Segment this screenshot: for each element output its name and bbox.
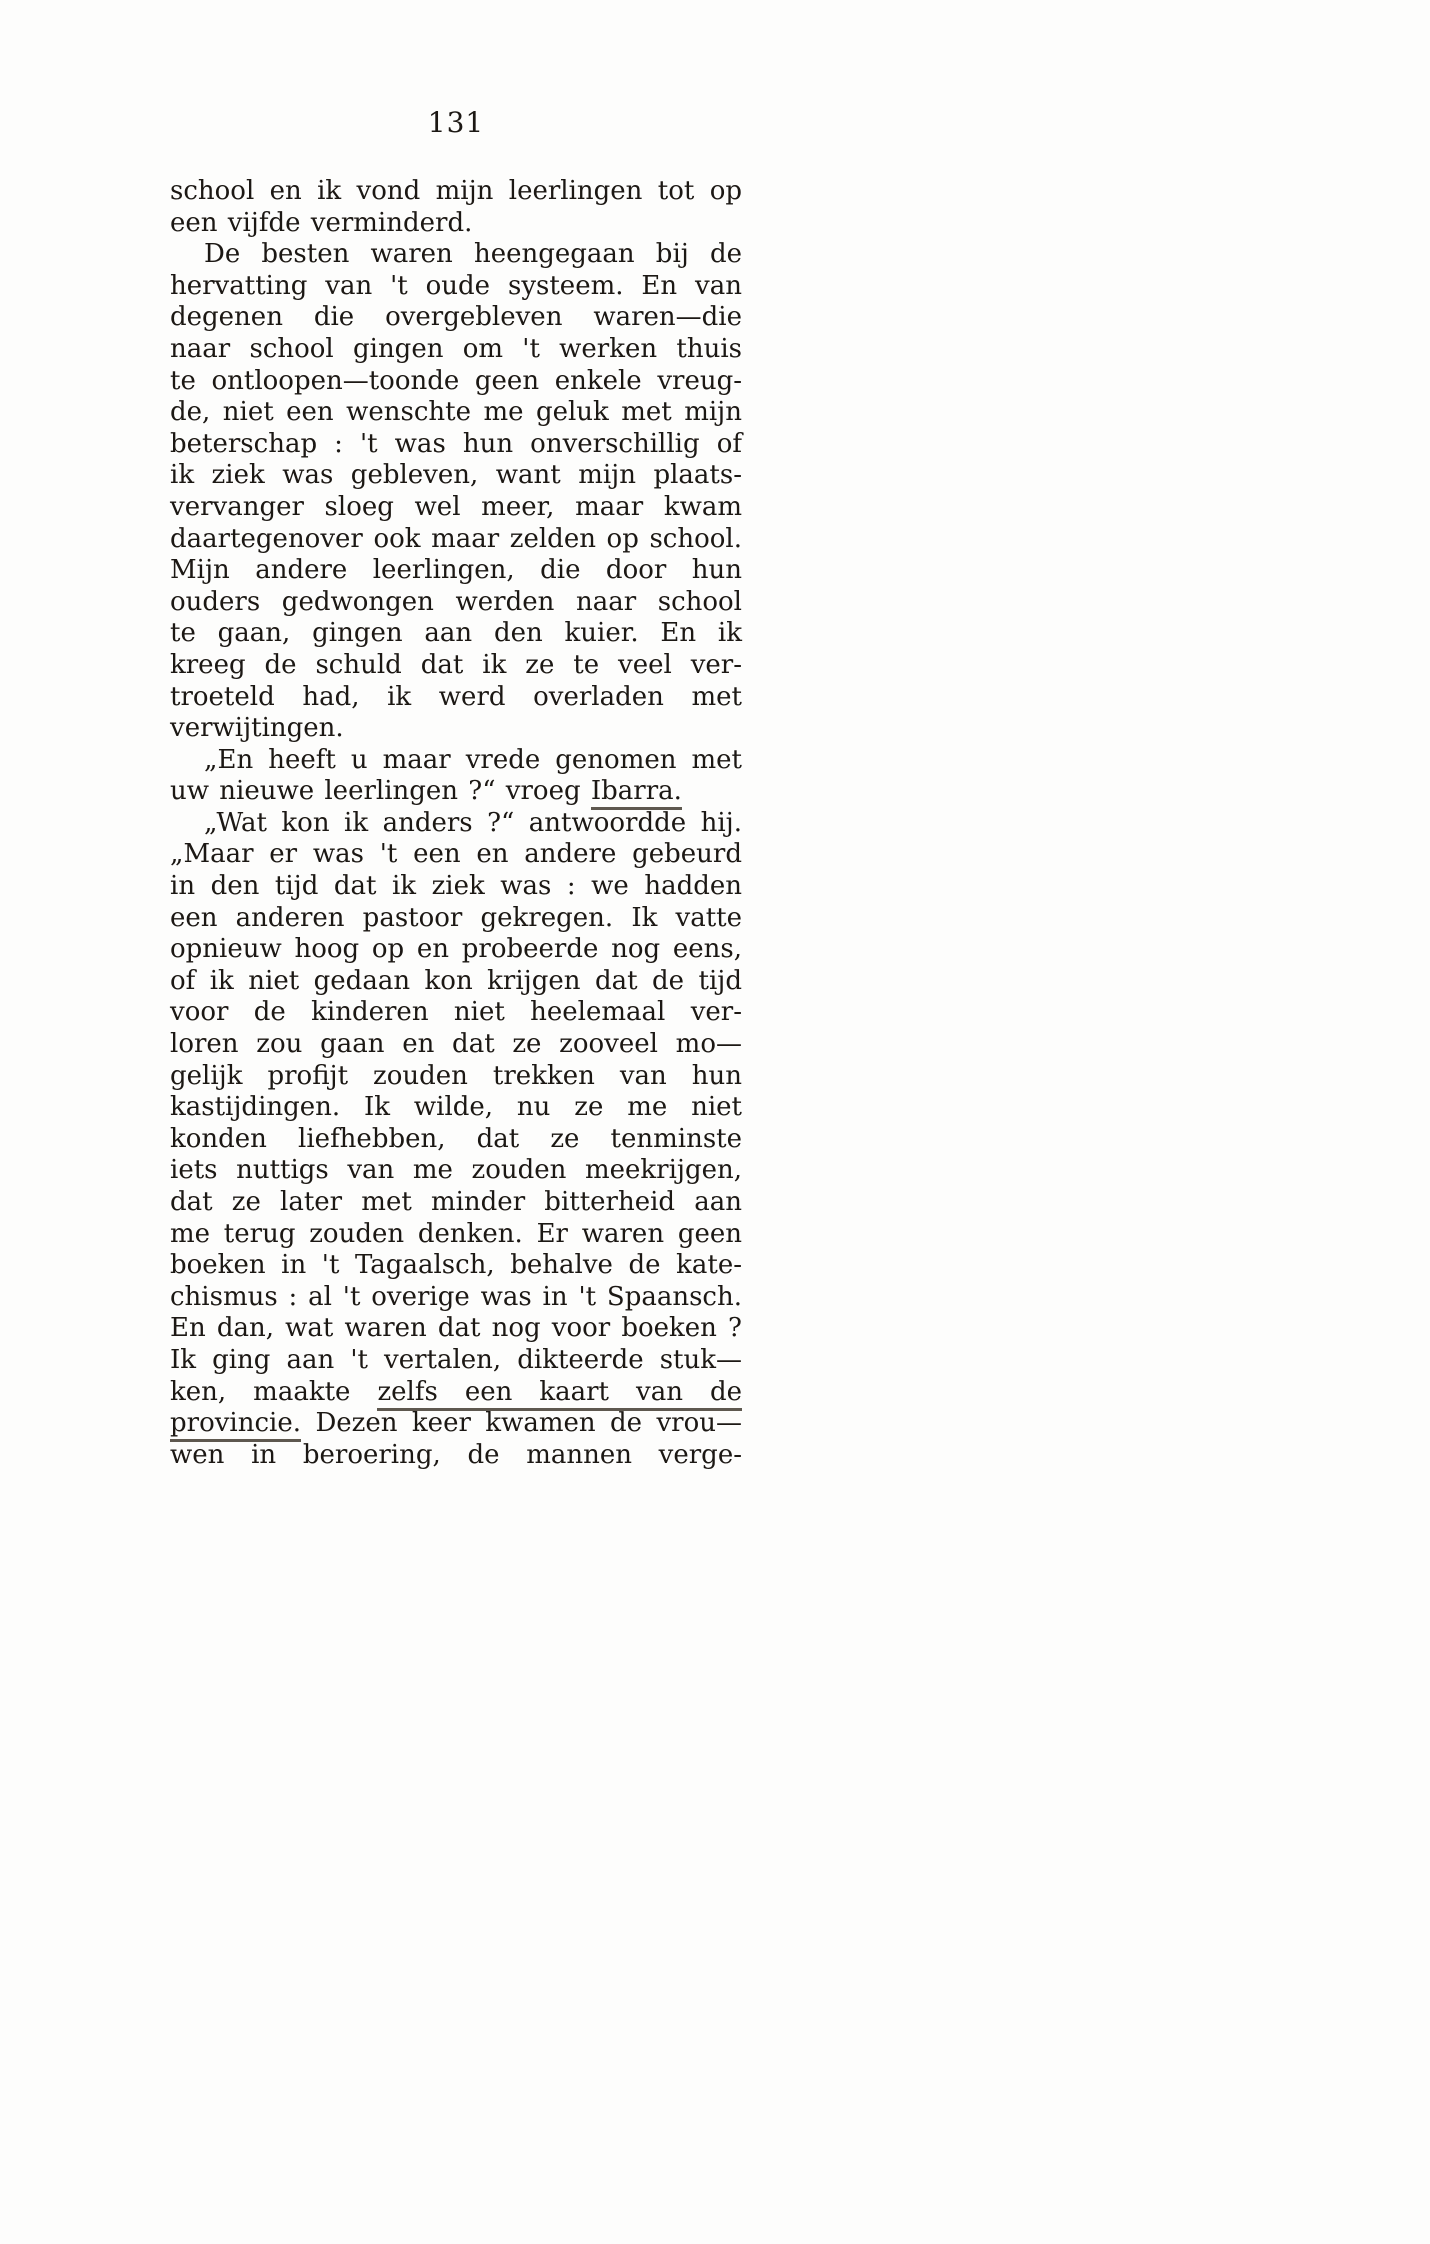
text-line — [170, 1408, 742, 1440]
text-line — [170, 966, 742, 998]
text-segment: En dan, wat waren dat nog voor boeken ? — [170, 1313, 742, 1344]
text-line — [170, 1061, 742, 1093]
text-segment: naar school gingen om 't werken thuis — [170, 333, 742, 364]
text-line — [170, 871, 742, 903]
text-segment: dat ze later met minder bitterheid aan — [170, 1187, 742, 1217]
text-line — [170, 555, 742, 587]
text-line — [170, 903, 742, 935]
text-line — [170, 334, 742, 366]
text-line — [170, 997, 742, 1029]
text-segment: wen in beroering, de mannen verge- — [170, 1439, 742, 1470]
text-line — [170, 1155, 742, 1187]
text-segment: vervanger sloeg wel meer, maar kwam — [170, 491, 742, 522]
text-line — [170, 1029, 742, 1061]
text-line — [170, 713, 742, 745]
pencil-underline: zelfs een kaart van de — [377, 1377, 742, 1411]
text-segment: hervatting van 't oude systeem. En van — [170, 270, 742, 301]
text-line — [170, 429, 742, 461]
text-line — [170, 1187, 742, 1219]
text-segment: een vijfde verminderd. — [170, 207, 473, 238]
text-line — [170, 745, 742, 777]
text-segment: kastijdingen. Ik wilde, nu ze me niet — [170, 1092, 742, 1123]
text-segment: opnieuw hoog op en probeerde nog eens, — [170, 934, 742, 965]
text-line — [170, 839, 742, 871]
text-line — [170, 1313, 742, 1345]
text-segment: chismus : al 't overige was in 't Spaansch. — [170, 1281, 742, 1312]
text-line — [170, 587, 742, 619]
text-segment: degenen die overgebleven waren—die — [170, 302, 742, 333]
text-segment: me terug zouden denken. Er waren geen — [170, 1218, 742, 1249]
text-line — [170, 208, 742, 240]
text-segment: of ik niet gedaan kon krijgen dat de tijd — [170, 965, 742, 996]
text-line — [170, 524, 742, 556]
text-line — [170, 1440, 742, 1472]
text-line — [170, 650, 742, 682]
text-segment: te ontloopen—toonde geen enkele vreug- — [170, 365, 742, 396]
text-segment: „Maar er was 't een en andere gebeurd — [170, 839, 742, 870]
text-segment: ik ziek was gebleven, want mijn plaats- — [170, 460, 742, 491]
text-segment: „Wat kon ik anders ?“ antwoordde hij. — [204, 807, 742, 838]
text-segment: ken, maakte — [170, 1376, 378, 1407]
text-segment: „En heeft u maar vrede genomen met — [204, 744, 742, 775]
text-line — [170, 397, 742, 429]
text-segment: beterschap : 't was hun onverschillig of — [170, 428, 742, 459]
text-segment: Ik ging aan 't vertalen, dikteerde stuk— — [170, 1344, 742, 1375]
text-segment: daartegenover ook maar zelden op school. — [170, 523, 742, 554]
text-segment: ouders gedwongen werden naar school — [170, 586, 742, 617]
text-line — [170, 808, 742, 840]
text-line — [170, 934, 742, 966]
text-segment: konden liefhebben, dat ze tenminste — [170, 1123, 742, 1154]
text-line — [170, 1282, 742, 1314]
text-line — [170, 366, 742, 398]
text-segment: iets nuttigs van me zouden meekrijgen, — [170, 1155, 742, 1186]
pencil-underline: provincie. — [170, 1408, 301, 1442]
text-segment: loren zou gaan en dat ze zooveel mo— — [170, 1029, 742, 1060]
text-line — [170, 302, 742, 334]
text-segment: de, niet een wenschte me geluk met mijn — [170, 397, 742, 428]
text-segment: De besten waren heengegaan bij de — [204, 239, 742, 270]
text-segment: gelijk profijt zouden trekken van hun — [170, 1060, 742, 1091]
text-segment: uw nieuwe leerlingen ?“ vroeg — [170, 776, 591, 807]
text-line — [170, 492, 742, 524]
text-segment: Dezen keer kwamen de vrou— — [301, 1408, 742, 1439]
text-line — [170, 460, 742, 492]
text-block — [170, 176, 742, 1471]
text-line — [170, 1124, 742, 1156]
text-line — [170, 176, 742, 208]
text-segment: kreeg de schuld dat ik ze te veel ver- — [170, 649, 742, 680]
text-segment: Mijn andere leerlingen, die door hun — [170, 555, 742, 586]
text-line — [170, 1092, 742, 1124]
text-segment: voor de kinderen niet heelemaal ver- — [170, 997, 742, 1028]
text-line — [170, 239, 742, 271]
text-segment: in den tijd dat ik ziek was : we hadden — [170, 871, 742, 902]
text-line — [170, 618, 742, 650]
text-segment: troeteld had, ik werd overladen met — [170, 681, 742, 712]
text-line — [170, 776, 742, 808]
text-line — [170, 682, 742, 714]
text-line — [170, 1345, 742, 1377]
text-line — [170, 1219, 742, 1251]
text-segment: verwijtingen. — [170, 713, 344, 744]
page-number: 131 — [427, 106, 485, 139]
text-segment: te gaan, gingen aan den kuier. En ik — [170, 618, 742, 649]
text-segment: een anderen pastoor gekregen. Ik vatte — [170, 902, 742, 933]
pencil-underline: Ibarra. — [591, 776, 682, 810]
text-line — [170, 271, 742, 303]
text-segment: boeken in 't Tagaalsch, behalve de kate- — [170, 1250, 742, 1281]
text-segment: school en ik vond mijn leerlingen tot op — [170, 176, 742, 206]
text-line — [170, 1250, 742, 1282]
text-line — [170, 1377, 742, 1409]
